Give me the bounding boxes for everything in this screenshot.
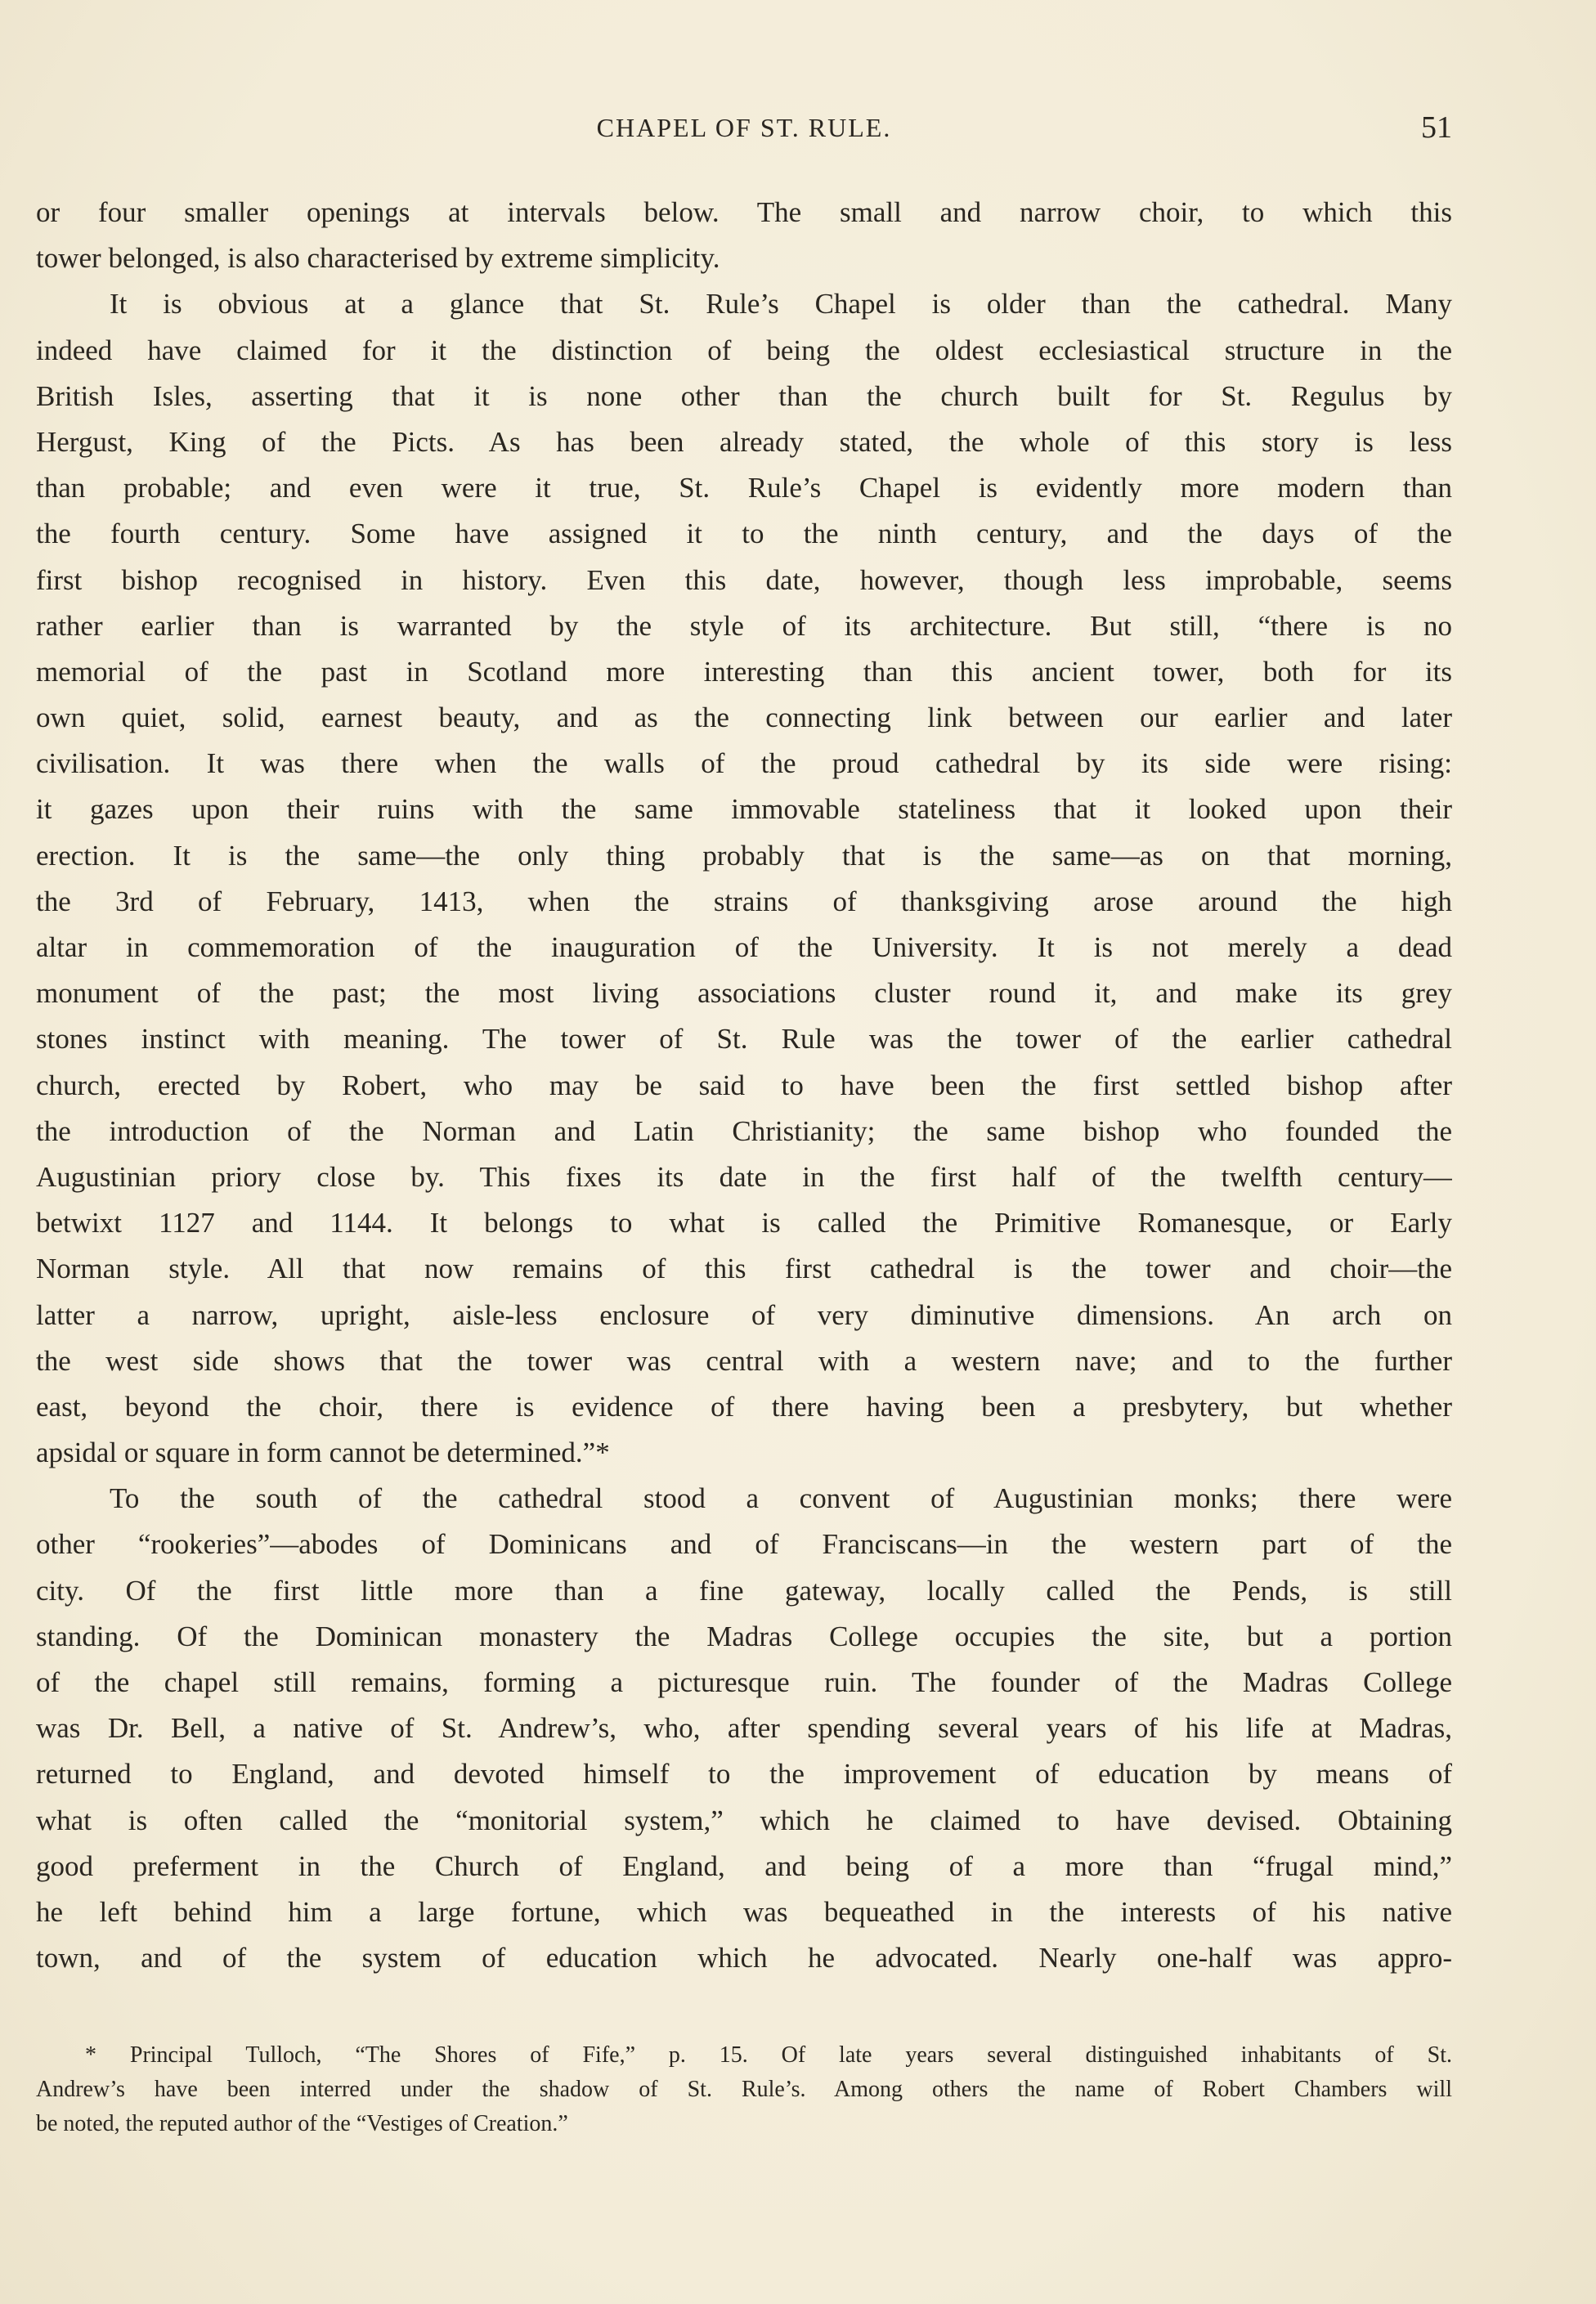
text-line: erection. It is the same—the only thing probably that is the same—as on that morning,: [36, 839, 1452, 872]
text-line: first bishop recognised in history. Even this date, however, though less improbable, seems: [36, 563, 1452, 596]
text-line: Hergust, King of the Picts. As has been already stated, the whole of this story is less: [36, 425, 1452, 458]
text-line: city. Of the first little more than a fine gateway, locally called the Pends, is still: [36, 1574, 1452, 1607]
text-line: monument of the past; the most living associations cluster round it, and make its grey: [36, 977, 1452, 1010]
text-line: stones instinct with meaning. The tower of St. Rule was the tower of the earlier cathedral: [36, 1023, 1452, 1056]
text-line: memorial of the past in Scotland more interesting than this ancient tower, both for its: [36, 655, 1452, 688]
text-line: good preferment in the Church of England, and being of a more than “frugal mind,”: [36, 1849, 1452, 1882]
text-line: church, erected by Robert, who may be said to have been the first settled bishop after: [36, 1069, 1452, 1101]
text-line: was Dr. Bell, a native of St. Andrew’s, who, after spending several years of his life at Madras,: [36, 1712, 1452, 1745]
text-line: it gazes upon their ruins with the same immovable stateliness that it looked upon their: [36, 793, 1452, 826]
running-title: CHAPEL OF ST. RULE.: [596, 113, 892, 142]
body-text: [36, 190, 1452, 1981]
text-line: tower belonged, is also characterised by extreme simplicity.: [36, 242, 720, 275]
text-line: apsidal or square in form cannot be determined.”*: [36, 1437, 610, 1469]
text-line: returned to England, and devoted himself to the improvement of education by means of: [36, 1758, 1452, 1791]
text-line: altar in commemoration of the inauguration of the University. It is not merely a dead: [36, 931, 1452, 963]
text-line: latter a narrow, upright, aisle-less enclosure of very diminutive dimensions. An arch on: [36, 1298, 1452, 1331]
text-line: To the south of the cathedral stood a convent of Augustinian monks; there were: [110, 1482, 1452, 1515]
footnote: [36, 2038, 1452, 2141]
footnote-line: * Principal Tulloch, “The Shores of Fife,” p. 15. Of late years several distinguished inhabitants of St.: [85, 2042, 1452, 2068]
running-head: [36, 110, 1452, 154]
text-line: British Isles, asserting that it is none other than the church built for St. Regulus by: [36, 379, 1452, 412]
footnote-line: be noted, the reputed author of the “Vestiges of Creation.”: [36, 2111, 568, 2136]
text-line: he left behind him a large fortune, which was bequeathed in the interests of his native: [36, 1895, 1452, 1928]
text-line: the fourth century. Some have assigned it to the ninth century, and the days of the: [36, 518, 1452, 550]
footnote-line: Andrew’s have been interred under the shadow of St. Rule’s. Among others the name of Robert Chambers will: [36, 2077, 1452, 2102]
text-line: than probable; and even were it true, St. Rule’s Chapel is evidently more modern than: [36, 472, 1452, 504]
text-line: the 3rd of February, 1413, when the strains of thanksgiving arose around the high: [36, 885, 1452, 917]
text-line: rather earlier than is warranted by the style of its architecture. But still, “there is no: [36, 609, 1452, 642]
text-line: the introduction of the Norman and Latin Christianity; the same bishop who founded the: [36, 1114, 1452, 1147]
text-line: betwixt 1127 and 1144. It belongs to what is called the Primitive Romanesque, or Early: [36, 1207, 1452, 1239]
text-line: town, and of the system of education which he advocated. Nearly one-half was appro-: [36, 1942, 1452, 1975]
text-line: Augustinian priory close by. This fixes its date in the first half of the twelfth century—: [36, 1160, 1452, 1193]
text-line: indeed have claimed for it the distinction of being the oldest ecclesiastical structure in the: [36, 334, 1452, 366]
text-line: the west side shows that the tower was central with a western nave; and to the further: [36, 1344, 1452, 1377]
text-line: own quiet, solid, earnest beauty, and as the connecting link between our earlier and later: [36, 702, 1452, 734]
text-line: standing. Of the Dominican monastery the Madras College occupies the site, but a portion: [36, 1620, 1452, 1652]
text-line: It is obvious at a glance that St. Rule’s Chapel is older than the cathedral. Many: [110, 288, 1452, 320]
text-line: of the chapel still remains, forming a picturesque ruin. The founder of the Madras College: [36, 1666, 1452, 1698]
page-number: 51: [1421, 110, 1452, 145]
text-line: other “rookeries”—abodes of Dominicans and of Franciscans—in the western part of the: [36, 1528, 1452, 1561]
text-line: what is often called the “monitorial system,” which he claimed to have devised. Obtaining: [36, 1804, 1452, 1836]
text-line: east, beyond the choir, there is evidence of there having been a presbytery, but whether: [36, 1390, 1452, 1423]
text-line: or four smaller openings at intervals below. The small and narrow choir, to which this: [36, 196, 1452, 228]
text-line: civilisation. It was there when the walls of the proud cathedral by its side were rising:: [36, 747, 1452, 780]
text-line: Norman style. All that now remains of this first cathedral is the tower and choir—the: [36, 1253, 1452, 1285]
